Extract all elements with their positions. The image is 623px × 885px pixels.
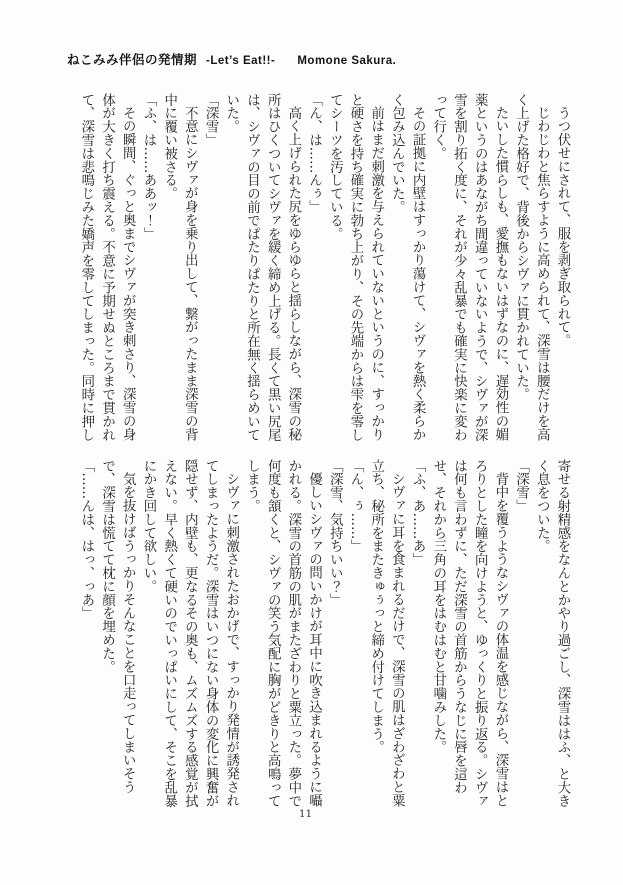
paragraph: シヴァに耳を食まれるだけで、深雪の肌はざわざわと粟立ち、秘所をまたきゅぅっと締め付けてしまう。 (368, 459, 405, 808)
paragraph: 背中を覆うようなシヴァの体温を感じながら、深雪はとろりとした瞳を向けようと、ゆっくりと振り返る。シヴァは何も言わずに、ただ深雪の首筋からうなじに唇を這わせ、それから三角の耳をはむはむと甘噛みした。 (430, 459, 508, 808)
paragraph-dialogue: 「ん、は……んぅ」 (306, 93, 322, 214)
paragraph-dialogue: 「深雪」 (513, 459, 529, 513)
work-title: ねこみみ伴侶の発情期 (67, 53, 198, 67)
paragraph: たいした慣らしも、愛撫もないはずなのに、遅効性の媚薬というのはあながち間違っていないようで、シヴァが深雪を割り拓く度に、それが少々乱暴でも確実に快楽に変わって行く。 (430, 93, 508, 442)
work-subtitle: -Let’s Eat!!- (206, 55, 276, 67)
paragraph: 優しいシヴァの問いかけが耳中に吹き込まれるように囁かれる。深雪の首筋の肌がまたざわりと粟立った。夢中で何度も頷くと、シヴァの笑う気配に胸がどきりと高鳴ってしまう。 (244, 459, 322, 808)
paragraph: その瞬間、ぐっと奥までシヴァが突き刺さり、深雪の身体が大きく打ち震える。不意に予期せぬところまで貫かれて、深雪は悲鳴じみた嬌声を零してしまった。同時に押し (78, 93, 136, 442)
page-header (67, 50, 396, 68)
paragraph-dialogue: 「ふ、あ……あ」 (410, 459, 426, 567)
paragraph: じわじわと焦らすように高められて、深雪は腰だけを高く上げた格好で、背後からシヴァに貫かれていた。 (513, 93, 550, 442)
paragraph: シヴァに刺激されたおかげで、すっかり発情が誘発されてしまったようだ。深雪はいつにない身体の変化に興奮が隠せず、内壁も、更なるその奥も、ムズムズする感覚が拭えない。早く熱くて硬いのでいっぱいにして、そこを乱暴にかき回して欲しい。 (140, 459, 239, 808)
author-name: Momone Sakura. (297, 55, 397, 67)
paragraph: 気を抜けばうっかりそんなことを口走ってしまいそうで、深雪は慌てて枕に顔を埋めた。 (99, 459, 136, 794)
paragraph-dialogue: 「ん、ぅ……」 (347, 459, 363, 553)
paragraph-continuation: 寄せる射精感をなんとかやり過ごし、深雪ははふ、と大きく息をついた。 (534, 459, 570, 808)
paragraph-dialogue: 「深雪」 (203, 93, 219, 147)
paragraph: うつ伏せにされて、服を剥ぎ取られて。 (555, 106, 570, 348)
paragraph: 高く上げられた尻をゆらゆらと揺らしながら、深雪の秘所はひくついてシヴァを緩く締め上げる。長くて黒い尻尾は、シヴァの目の前でぱたりぱたりと所在無く揺らめいていた。 (223, 93, 301, 442)
paragraph: その証拠に内壁はすっかり蕩けて、シヴァを熱く柔らかく包み込んでいた。 (389, 93, 426, 442)
text-block-top (72, 93, 572, 443)
paragraph: 前はまだ刺激を与えられていないというのに、すっかりと硬さを持ち確実に勃ち上がり、その先端からは雫を零してシーツを汚している。 (327, 93, 384, 442)
paragraph-dialogue: 「深雪、気持ちいい？」 (327, 459, 343, 607)
page-number: 11 (298, 808, 313, 820)
paragraph-dialogue: 「……んは、はっ、っあ」 (78, 459, 94, 620)
text-block-bottom (72, 459, 572, 809)
paragraph: 不意にシヴァが身を乗り出して、繋がったまま深雪の背中に覆い被さる。 (161, 93, 198, 442)
paragraph-dialogue: 「ふ、は……ああッ！」 (140, 93, 156, 241)
